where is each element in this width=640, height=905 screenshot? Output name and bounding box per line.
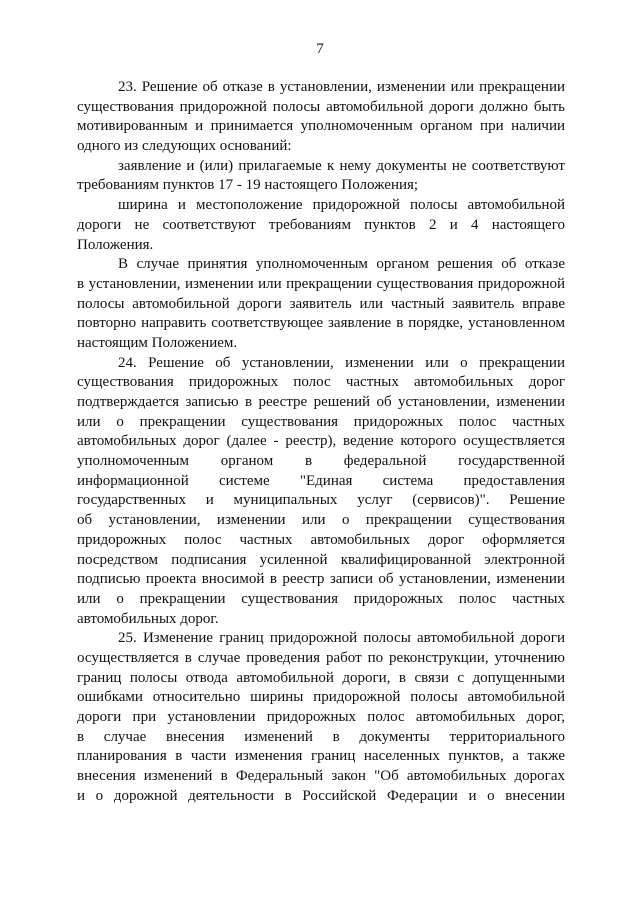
text-line: полосы автомобильной дороги заявитель или частный заявитель вправе [77,295,565,312]
ground-2-paragraph [77,196,565,255]
document-body [77,78,565,806]
text-line: внесения изменений в Федеральный закон "Об автомобильных дорогах [77,768,565,785]
text-line: 24. Решение об установлении, изменении или о прекращении [118,354,565,371]
text-line: дороги не соответствуют требованиям пунктов 2 и 4 настоящего [77,216,565,233]
text-line: мотивированным и принимается уполномоченным органом при наличии [77,118,565,135]
text-line: автомобильных дорог. [77,610,219,627]
text-line: Положения. [77,236,154,253]
ground-1-paragraph [77,157,565,196]
clause-25-paragraph [77,629,565,806]
text-line: информационной системе "Единая система предоставления [77,472,565,489]
text-line: заявление и (или) прилагаемые к нему документы не соответствуют [118,157,565,174]
text-line: в установлении, изменении или прекращении существования придорожной [77,275,565,292]
text-line: одного из следующих оснований: [77,138,292,155]
text-line: планирования в части изменения границ населенных пунктов, а также [77,748,565,765]
text-line: 25. Изменение границ придорожной полосы автомобильной дороги [118,630,565,647]
text-line: требованиям пунктов 17 - 19 настоящего Положения; [77,177,419,194]
text-line: уполномоченным органом в федеральной государственной [77,453,565,470]
text-line: автомобильных дорог (далее - реестр), ведение которого осуществляется [77,433,565,450]
text-line: В случае принятия уполномоченным органом решения об отказе [118,256,565,273]
clause-24-paragraph [77,354,565,630]
text-line: дороги при установлении придорожных полос автомобильных дорог, [77,709,565,725]
text-line: государственных и муниципальных услуг (сервисов)". Решение [77,492,565,509]
text-line: существования придорожных полос частных автомобильных дорог [77,374,565,391]
text-line: или о прекращении существования придорожных полос частных [77,413,565,430]
text-line: придорожных полос частных автомобильных дорог оформляется [77,531,565,548]
text-line: существования придорожной полосы автомобильной дороги должно быть [77,98,565,115]
text-line: или о прекращении существования придорожных полос частных [77,590,565,607]
text-line: ширина и местоположение придорожной полосы автомобильной [118,197,565,214]
text-line: подписью проекта вносимой в реестр записи об установлении, изменении [77,571,565,588]
text-line: в случае внесения изменений в документы территориального [77,728,565,745]
text-line: границ полосы отвода автомобильной дороги, в связи с допущенными [77,669,565,686]
text-line: настоящим Положением. [77,334,238,351]
clause-23-paragraph [77,78,565,157]
text-line: повторно направить соответствующее заявление в порядке, установленном [77,315,565,332]
text-line: об установлении, изменении или о прекращении существования [77,512,565,529]
text-line: осуществляется в случае проведения работ по реконструкции, уточнению [77,649,565,666]
text-line: посредством подписания усиленной квалифицированной электронной [77,551,565,568]
text-line: подтверждается записью в реестре решений об установлении, изменении [77,394,565,410]
text-line: и о дорожной деятельности в Российской Федерации и о внесении [77,787,565,804]
reapplication-paragraph [77,255,565,353]
page-number: 7 [316,41,324,57]
text-line: 23. Решение об отказе в установлении, изменении или прекращении [118,79,565,95]
text-line: ошибками относительно ширины придорожной полосы автомобильной [77,689,565,706]
